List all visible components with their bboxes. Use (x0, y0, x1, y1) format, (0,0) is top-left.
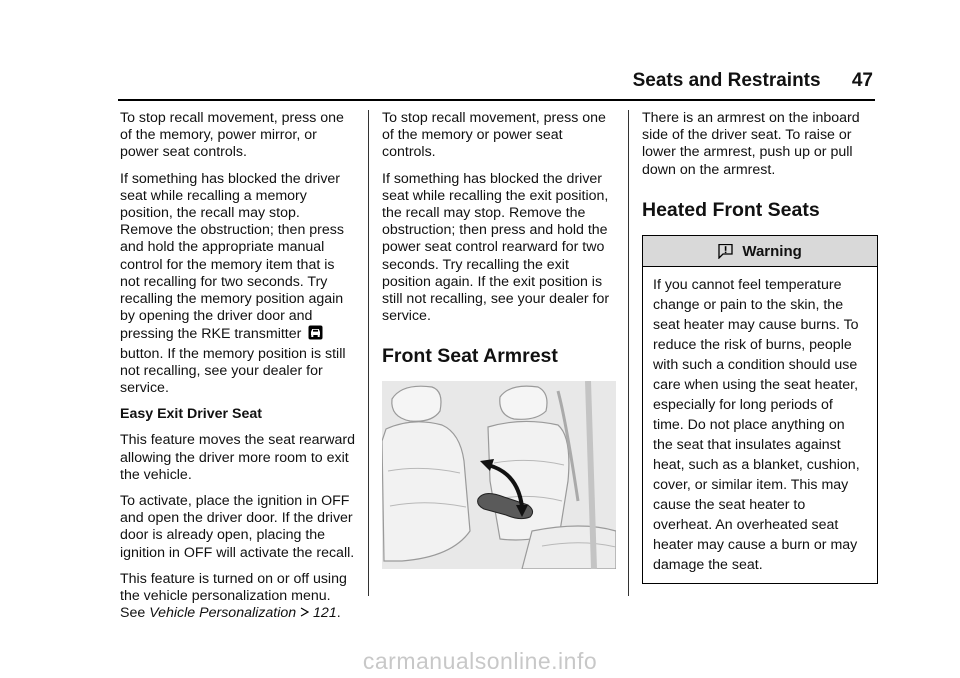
paragraph: To stop recall movement, press one of the memory, power mirror, or power seat controls. (120, 110, 344, 161)
warning-title: Warning (742, 242, 802, 260)
cross-reference-link[interactable]: Vehicle Personalization (149, 605, 297, 622)
section-title: Seats and Restraints (632, 70, 821, 91)
paragraph-text: If something has blocked the driver seat while recalling a memory position, the recall may stop. Remove the obstruction; then press and hold the appropriate manual control for the memory item that is not recalling for two seconds. Try recalling the memory position again by opening the driver door and pressing the RKE transmitter (120, 170, 344, 343)
section-heading: Front Seat Armrest (382, 345, 558, 368)
warning-header (643, 236, 877, 267)
paragraph: This feature moves the seat rearward allowing the driver more room to exit the vehicle. (120, 432, 355, 483)
paragraph-text: button. If the memory position is still not recalling, see your dealer for service. (120, 345, 346, 397)
paragraph: There is an armrest on the inboard side of the driver seat. To raise or lower the armrest, push up or pull down on the armrest. (642, 110, 860, 178)
warning-icon (718, 243, 742, 260)
column-1 (120, 110, 356, 631)
section-heading: Heated Front Seats (642, 198, 820, 221)
header-rule (118, 99, 875, 101)
page-number: 47 (851, 70, 873, 91)
warning-text: If you cannot feel temperature change or pain to the skin, the seat heater may cause burns. To reduce the risk of burns, people with such a condition should use care when using the seat heater, especially for long periods of time. Do not place anything on the seat that insulates against heat, such as a blanket, cushion, cover, or similar item. This may cause the seat heater to overheat. An overheated seat heater may cause a burn or may damage the seat. (653, 277, 860, 574)
page-ref-icon (300, 605, 313, 621)
watermark: carmanualsonline.info (362, 648, 598, 674)
paragraph-text: This feature is turned on or off using the vehicle personalization menu. See (120, 570, 347, 622)
rke-transmitter-icon (308, 325, 323, 345)
column-3 (642, 110, 878, 584)
paragraph-text: . (336, 605, 341, 622)
column-divider (368, 110, 369, 596)
paragraph: To stop recall movement, press one of the memory or power seat controls. (382, 110, 606, 161)
warning-box (642, 235, 878, 584)
paragraph: To activate, place the ignition in OFF and open the driver door. If the driver door is already open, placing the ignition in OFF will activate the recall. (120, 493, 355, 561)
subheading: Easy Exit Driver Seat (120, 406, 262, 423)
column-2 (382, 110, 618, 569)
column-divider (628, 110, 629, 596)
paragraph (120, 571, 356, 623)
page-header (633, 70, 873, 92)
cross-reference-page[interactable]: 121 (313, 605, 337, 622)
paragraph: If something has blocked the driver seat while recalling the exit position, the recall may stop. Remove the obstruction; then press and hold the power seat control rearward for two seconds. Try recalling the exit position again. If the exit position is still not recalling, see your dealer for service. (382, 170, 610, 325)
armrest-illustration (382, 381, 616, 569)
paragraph (120, 171, 356, 398)
